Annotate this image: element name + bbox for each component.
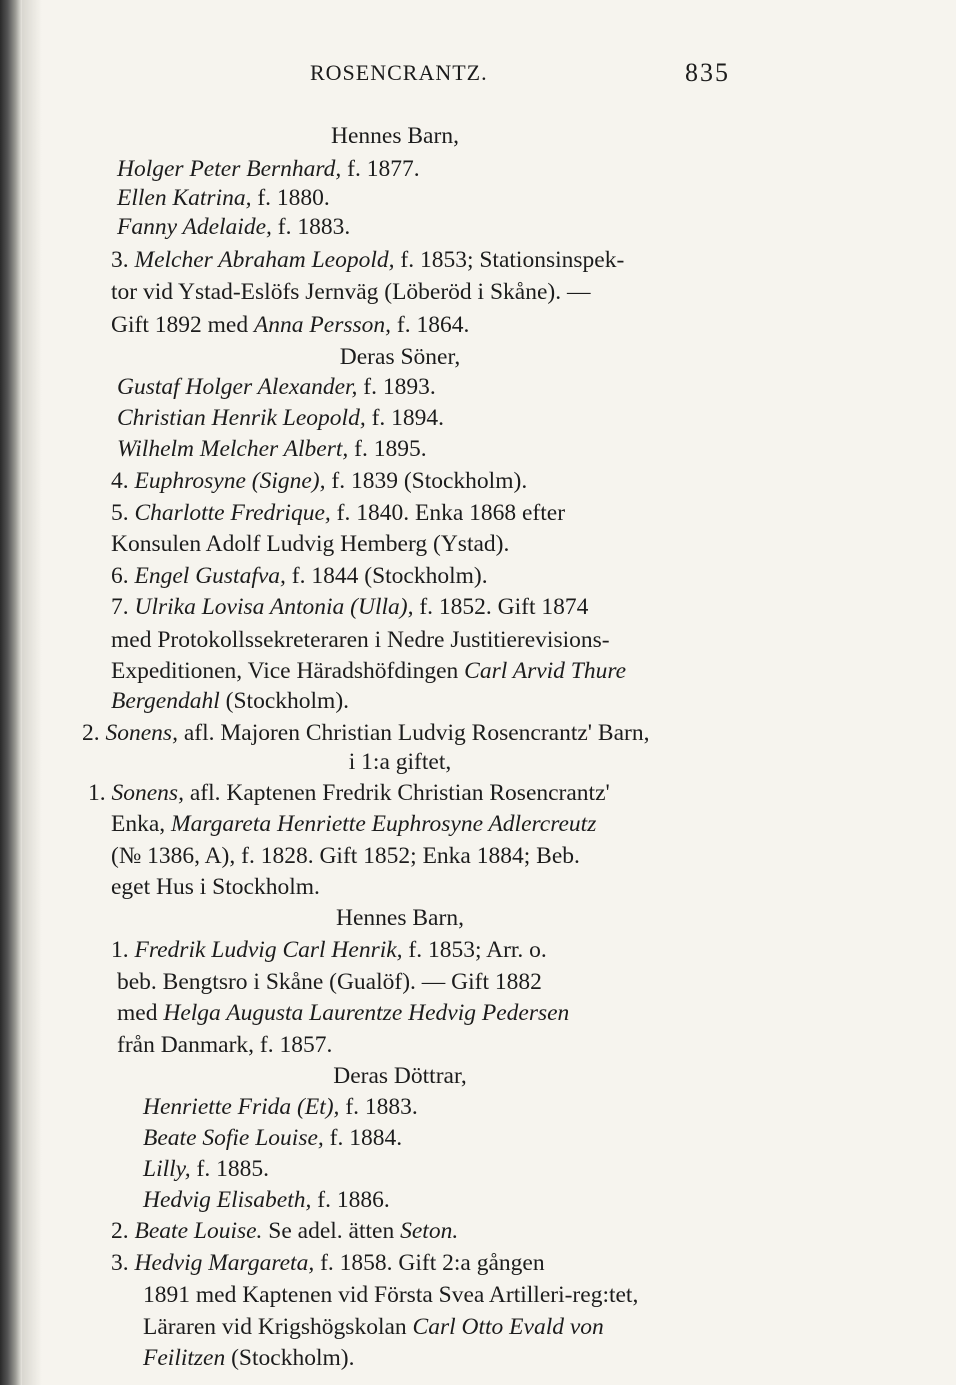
text-line: 7. Ulrika Lovisa Antonia (Ulla), f. 1852. Gift 1874 bbox=[111, 594, 589, 620]
text-line: Holger Peter Bernhard, f. 1877. bbox=[117, 156, 420, 182]
text-line: tor vid Ystad-Eslöfs Jernväg (Löberöd i Skåne). — bbox=[111, 279, 591, 305]
running-head: ROSENCRANTZ. bbox=[310, 60, 488, 85]
subheading-hennes-barn: Hennes Barn, bbox=[331, 123, 459, 149]
text-line: Läraren vid Krigshögskolan Carl Otto Evald von bbox=[143, 1314, 604, 1340]
text-line: 1891 med Kaptenen vid Första Svea Artilleri-reg:tet, bbox=[143, 1282, 639, 1308]
subheading-deras-dottrar: Deras Döttrar, bbox=[333, 1063, 467, 1089]
text-line: Konsulen Adolf Ludvig Hemberg (Ystad). bbox=[111, 531, 510, 557]
text-line: 3. Melcher Abraham Leopold, f. 1853; Stationsinspek- bbox=[111, 247, 625, 273]
text-line: 4. Euphrosyne (Signe), f. 1839 (Stockholm). bbox=[111, 468, 528, 494]
text-line: 1. Fredrik Ludvig Carl Henrik, f. 1853; Arr. o. bbox=[111, 937, 547, 963]
subheading-i-1a-giftet: i 1:a giftet, bbox=[348, 749, 452, 775]
text-line: Fanny Adelaide, f. 1883. bbox=[117, 214, 351, 240]
text-line: eget Hus i Stockholm. bbox=[111, 874, 320, 900]
subheading-deras-soner: Deras Söner, bbox=[339, 344, 461, 370]
text-line: 3. Hedvig Margareta, f. 1858. Gift 2:a gången bbox=[111, 1250, 545, 1276]
text-line: Feilitzen (Stockholm). bbox=[143, 1345, 355, 1371]
text-line: 2. Sonens, afl. Majoren Christian Ludvig Rosencrantz' Barn, bbox=[82, 720, 650, 746]
text-line: Expeditionen, Vice Häradshöfdingen Carl Arvid Thure bbox=[111, 658, 627, 684]
text-line: Gustaf Holger Alexander, f. 1893. bbox=[117, 374, 436, 400]
text-line: (№ 1386, A), f. 1828. Gift 1852; Enka 1884; Beb. bbox=[111, 843, 580, 869]
text-line: med Protokollssekreteraren i Nedre Justitierevisions- bbox=[111, 627, 610, 653]
text-line: Beate Sofie Louise, f. 1884. bbox=[143, 1125, 403, 1151]
text-line: beb. Bengtsro i Skåne (Gualöf). — Gift 1882 bbox=[117, 969, 542, 995]
text-line: Gift 1892 med Anna Persson, f. 1864. bbox=[111, 312, 470, 338]
text-line: Bergendahl (Stockholm). bbox=[111, 688, 350, 714]
text-line: Wilhelm Melcher Albert, f. 1895. bbox=[117, 436, 427, 462]
text-line: 2. Beate Louise. Se adel. ätten Seton. bbox=[111, 1218, 459, 1244]
page-number: 835 bbox=[685, 58, 730, 87]
text-line: med Helga Augusta Laurentze Hedvig Pedersen bbox=[117, 1000, 570, 1026]
text-line: Lilly, f. 1885. bbox=[143, 1156, 269, 1182]
page-header bbox=[310, 58, 730, 92]
gutter-shadow bbox=[22, 0, 42, 1385]
text-line: Ellen Katrina, f. 1880. bbox=[117, 185, 330, 211]
text-line: Henriette Frida (Et), f. 1883. bbox=[143, 1094, 418, 1120]
text-line: Christian Henrik Leopold, f. 1894. bbox=[117, 405, 445, 431]
text-line: 1. Sonens, afl. Kaptenen Fredrik Christian Rosencrantz' bbox=[88, 780, 610, 806]
text-line: Hedvig Elisabeth, f. 1886. bbox=[143, 1187, 390, 1213]
text-line: 5. Charlotte Fredrique, f. 1840. Enka 1868 efter bbox=[111, 500, 566, 526]
text-line: Enka, Margareta Henriette Euphrosyne Adlercreutz bbox=[111, 811, 597, 837]
text-line: 6. Engel Gustafva, f. 1844 (Stockholm). bbox=[111, 563, 488, 589]
text-line: från Danmark, f. 1857. bbox=[117, 1032, 333, 1058]
subheading-hennes-barn: Hennes Barn, bbox=[336, 905, 464, 931]
book-spine-shadow bbox=[0, 0, 22, 1385]
